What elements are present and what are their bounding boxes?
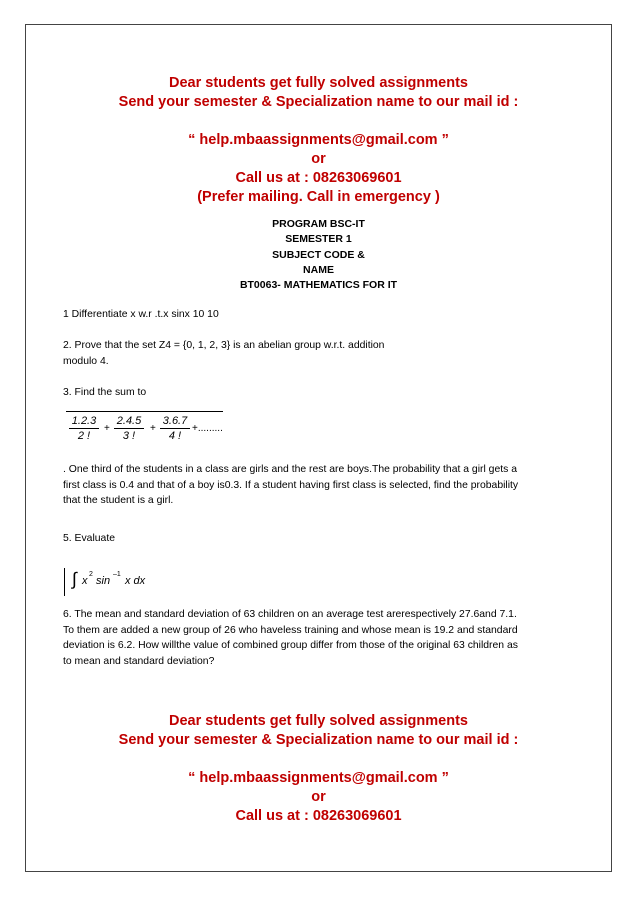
term-2-denominator: 3 ! [122,430,136,442]
program-meta [26,217,611,293]
question-6-line-2: To them are added a new group of 26 who haveless training and whose mean is 19.2 and standard [63,624,518,636]
program-label: PROGRAM BSC-IT [272,218,365,230]
question-2-line-2: modulo 4. [63,355,109,367]
question-4-line-2: first class is 0.4 and that of a boy is0.3. If a student having first class is selected, find the probability [63,479,519,491]
question-4 [63,462,583,509]
promo-phone: Call us at : 08263069601 [235,170,402,186]
term-1-denominator: 2 ! [77,430,91,442]
integral-bar [64,568,65,596]
name-label: NAME [303,263,334,276]
integral-sin: sin [96,575,111,587]
subject-title: BT0063- MATHEMATICS FOR IT [239,279,398,292]
question-2-line-1: 2. Prove that the set Z4 = {0, 1, 2, 3} is an abelian group w.r.t. addition [63,340,385,351]
question-4-line-1: . One third of the students in a class are girls and the rest are boys.The probability that a girl gets a [63,464,517,475]
integral-formula [64,566,184,598]
footer-promo-line-2: Send your semester & Specialization name to our mail id : [118,732,519,748]
integral-sign: ∫ [72,569,77,589]
term-3-denominator: 4 ! [168,430,182,442]
series-term-1 [69,415,99,442]
footer-promo-email: “ help.mbaassignments@gmail.com ” [188,770,449,786]
promo-or: or [311,151,326,167]
question-2 [63,338,583,369]
promo-gap [26,112,611,131]
header-promo [26,74,611,207]
series-overline [66,411,223,412]
integral-x: x [82,575,88,587]
term-3-bar [160,428,190,429]
series-formula [66,411,226,451]
promo-line-2: Send your semester & Specialization name to our mail id : [118,94,519,110]
subject-code-label: SUBJECT CODE & [272,248,365,261]
question-4-line-3: that the student is a girl. [63,495,174,507]
question-6-line-3: deviation is 6.2. How willthe value of combined group differ from those of the original 63 children as [63,640,518,652]
term-1-numerator: 1.2.3 [71,415,97,427]
footer-promo-gap [26,750,611,769]
plus-sign-2: + [150,423,156,434]
series-term-2 [114,415,144,442]
promo-note: (Prefer mailing. Call in emergency ) [197,189,440,205]
integral-exp-2: 2 [89,571,93,578]
term-1-bar [69,428,99,429]
promo-email: “ help.mbaassignments@gmail.com ” [188,132,449,148]
question-5-text: 5. Evaluate [63,533,115,544]
question-6-line-4: to mean and standard deviation? [63,655,215,667]
question-6 [63,607,583,669]
footer-promo [26,712,611,826]
plus-sign-1: + [104,423,110,434]
integral-exp-inverse: –1 [113,571,121,578]
question-3 [63,385,583,401]
semester-label: SEMESTER 1 [285,233,352,246]
question-1-text: 1 Differentiate x w.r .t.x sinx 10 10 [63,309,219,320]
question-6-line-1: 6. The mean and standard deviation of 63 children on an average test arerespectively 27.6and 7.1. [63,609,517,620]
term-2-numerator: 2.4.5 [116,415,142,427]
footer-promo-line-1: Dear students get fully solved assignments [169,713,468,729]
integral-rest: x dx [125,575,146,587]
promo-line-1: Dear students get fully solved assignments [169,75,468,91]
question-5 [63,531,583,547]
series-ellipsis: +......... [192,423,223,434]
term-3-numerator: 3.6.7 [162,415,188,427]
series-term-3 [160,415,190,442]
term-2-bar [114,428,144,429]
question-1 [63,307,583,323]
question-3-text: 3. Find the sum to [63,387,147,398]
footer-promo-phone: Call us at : 08263069601 [235,808,402,824]
footer-promo-or: or [311,789,326,805]
